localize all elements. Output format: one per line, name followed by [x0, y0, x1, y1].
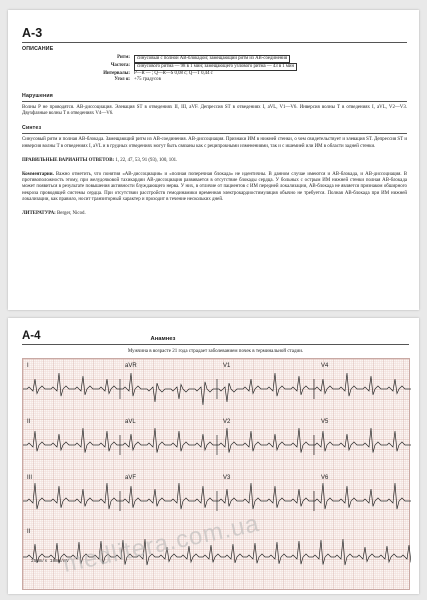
- desc-row-axis: Угол α: +75 градусов: [114, 77, 161, 82]
- ecg-strip: [22, 358, 410, 590]
- description-table: [82, 55, 407, 83]
- answers-text: 1, 22, 47, 53, 91 (93), 100, 101.: [115, 157, 178, 163]
- lead-label-v2: V2: [223, 419, 231, 425]
- answers-heading: ПРАВИЛЬНЫЕ ВАРИАНТЫ ОТВЕТОВ:: [22, 157, 115, 163]
- literature-text: Berger, Nicod.: [57, 211, 86, 217]
- lead-label-v5: V5: [321, 419, 329, 425]
- page-case-a3: [8, 10, 419, 310]
- anamnez-text: Мужчина в возрасте 21 года страдает заболеванием почек в терминальной стадии.: [127, 349, 304, 354]
- ecg-stamp: 25mm/s 10mm/mV: [31, 559, 69, 564]
- synthesis-section: [22, 125, 407, 149]
- case-id-a4: А-4: [22, 330, 41, 342]
- lead-label-avf: aVF: [125, 475, 137, 481]
- lead-label-avr: aVR: [125, 363, 137, 369]
- violations-section: [22, 93, 407, 117]
- lead-label-v6: V6: [321, 475, 329, 481]
- synthesis-text: Синусовый ритм и полная АВ-блокада. Замещающий ритм из АВ-соединения. АВ-диссоциация. Признаки ИМ в нижней стенки, о чем свидетельствует и элевация ST. Депрессия ST и инверсия волны T в отведениях I, aVL и в грудных отведениях могут быть связаны как с реципрокными изменениями, так и с ишемией или ИМ в области задней стенки.: [22, 137, 407, 149]
- synthesis-heading: Синтез: [22, 125, 42, 132]
- description-heading: ОПИСАНИЕ: [22, 46, 54, 52]
- desc-row-rate: Частота: синусового ритма — 98 в 1 мин; замещающего узлового ритма — 43 в 1 мин: [82, 63, 407, 71]
- lead-label-iii: III: [27, 475, 33, 481]
- anamnez-heading: Анамнез: [150, 336, 176, 342]
- lead-label-ii: II: [27, 419, 31, 425]
- lead-label-rhythm-ii: II: [27, 529, 31, 535]
- violations-heading: Нарушения: [22, 93, 53, 99]
- ecg-trace-row-4: [23, 539, 411, 565]
- violations-text: Волны P не проводятся. АВ-диссоциация. Элевация ST в отведениях II, III, aVF. Депрессия ST в отведениях I, aVL, V1—V6. Инверсия волны T в отведениях I, aVL, V2—V3. Двухфазные волны T в отведениях V4—V6.: [22, 105, 407, 117]
- lead-label-v3: V3: [223, 475, 231, 481]
- case-header: [22, 330, 409, 342]
- answers-section: [22, 158, 407, 164]
- comment-label: Комментарии.: [22, 172, 54, 178]
- lead-label-v1: V1: [223, 363, 231, 369]
- comment-text: Важно отметить, что понятия «АВ-диссоциация» и «полная поперечная блокада» не идентичны. В данном случае имеются и АВ-блокада, и АВ-диссоциация. В противоположность этому, при желудочковой тахикардии АВ-диссоциация развивается в отсутствие блокады сердца. У больных с острым ИМ нижней стенки полная АВ-блокада может появиться в результате повышения активности блуждающего нерва. У них, в отличие от пациентов с ИМ передней локализации, АВ-блокада не является признаком обширного некроза проводящей системы сердца. При отсутствии расстройств гемодинамики временная электрокардиостимуляция обычно не требуется. Полная АВ-блокада при ИМ нижней локализации, как правило, носит транзиторный характер и проходит в течение нескольких дней.: [22, 172, 407, 202]
- lead-label-v4: V4: [321, 363, 329, 369]
- ecg-traces: [23, 359, 411, 591]
- divider: [22, 42, 407, 43]
- desc-row-rhythm: Ритм: синусовый с полной АВ-блокадой; замещающий ритм из АВ-соединения: [82, 55, 407, 63]
- literature-section: [22, 211, 407, 217]
- page-case-a4: [8, 318, 419, 594]
- lead-label-i: I: [27, 363, 29, 369]
- desc-row-intervals: Интервалы: P—R — ; Q—R—S 0,08 с; Q—T 0,44 с: [103, 71, 213, 76]
- comment-section: [22, 172, 407, 203]
- case-id-a3: А-3: [22, 26, 43, 40]
- lead-label-avl: aVL: [125, 419, 136, 425]
- literature-label: ЛИТЕРАТУРА:: [22, 211, 56, 217]
- watermark: medlitera.com.ua: [60, 509, 262, 578]
